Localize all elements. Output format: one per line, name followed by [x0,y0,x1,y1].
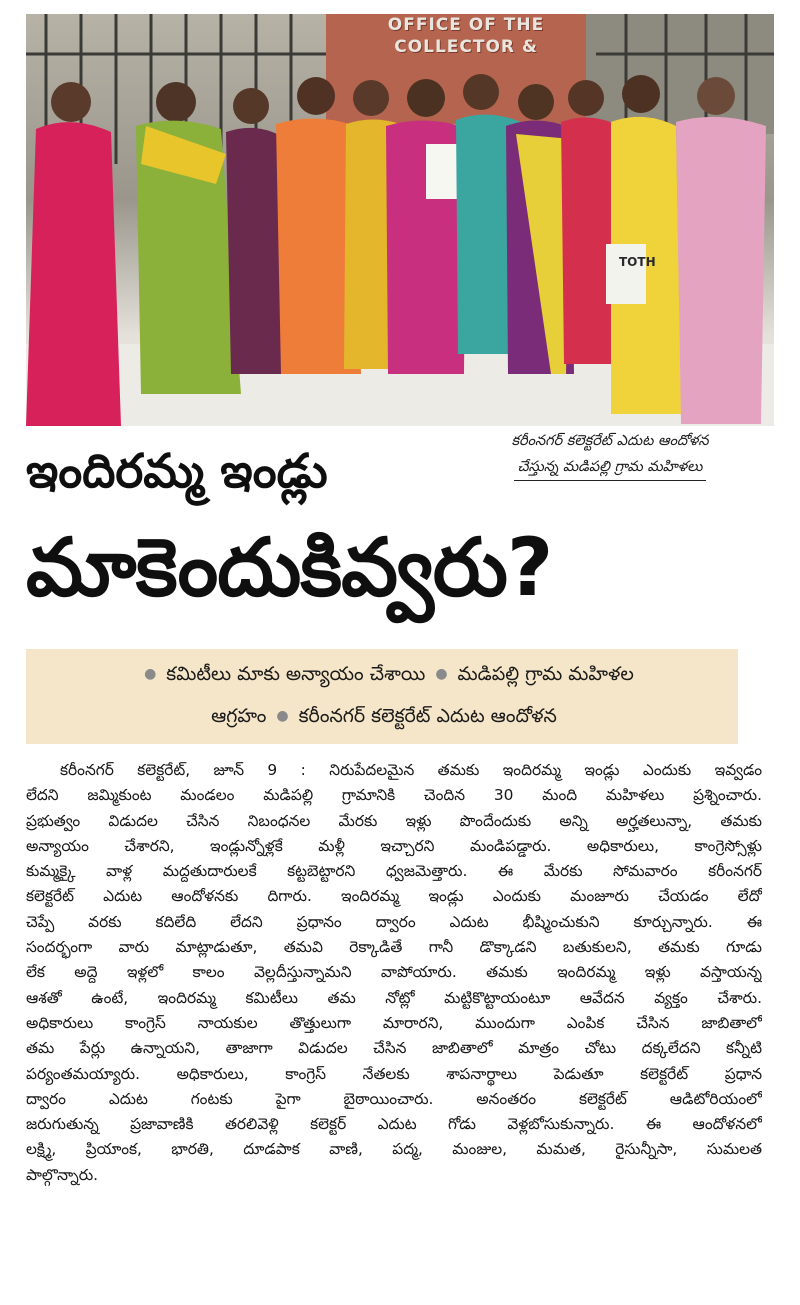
subhead-item-2b: ఆగ్రహం [211,705,267,727]
body-line: అన్యాయం చేశారని, ఇండ్లున్నోళ్లకే మళ్లీ ఇచ్చారని మండిపడ్డారు. అధికారులు, కాంగ్రెస్సోళ్లు [26,836,762,855]
office-signboard [366,14,566,82]
article-body [26,758,762,1298]
subheadline-box [26,649,738,744]
bullet-icon: ● [435,666,448,682]
body-line: జరుగుతున్న ప్రజావాణికి తరలివెళ్లి కలెక్టర్ ఎదుట గోడు వెళ్లబోసుకున్నారు. ఈ ఆందోళనలో [26,1115,762,1134]
sign-line-2: COLLECTOR & [394,37,538,57]
body-line: పాల్గొన్నారు. [26,1165,99,1184]
woman-1 [26,82,121,426]
bullet-icon: ● [144,666,157,682]
body-line: కలెక్టరేట్ ఎదుట ఆందోళనకు దిగారు. ఇందిరమ్మ ఇండ్లు ఎందుకు మంజూరు చేయడం లేదో [26,887,762,906]
caption-line-2: చేస్తున్న మడిపల్లి గ్రామ మహిళలు [514,454,707,481]
bullet-icon: ● [276,708,289,724]
subhead-row-2 [40,695,728,737]
news-photo [26,14,774,426]
subhead-item-1: కమిటీలు మాకు అన్యాయం చేశాయి [166,663,426,685]
bag-label: TOTH [619,255,656,269]
woman-9 [561,80,618,364]
body-line: చెప్పే వరకు కదిలేది లేదని ప్రధానం ద్వారం ఎదుట భీష్మించుకుని కూర్చున్నారు. ఈ [26,912,762,931]
headline-line-2: మాకెందుకివ్వరు? [26,521,553,614]
body-line: కరీంనగర్ కలెక్టరేట్, జూన్ 9 : నిరుపేదలమైన తమకు ఇందిరమ్మ ఇండ్లు ఎందుకు ఇవ్వడం [60,761,762,779]
body-line: అధికారులు కాంగ్రెస్ నాయకుల తొత్తులుగా మారారని, ముందుగా ఎంపిక చేసిన జాబితాలో [26,1013,762,1032]
woman-2 [136,82,241,394]
body-line: లక్ష్మి, ప్రియాంక, భారతి, దూడపాక వాణి, పద్మ, మంజుల, మమత, రైసున్నీసా, సుమలత [26,1140,762,1159]
caption-line-1: కరీంనగర్ కలెక్టరేట్ ఎదుట ఆందోళన [511,433,709,449]
body-line: సందర్భంగా వారు మాట్లాడుతూ, తమవి రెక్కాడితే గానీ డొక్కాడని బతుకులని, తమకు గూడు [26,938,762,957]
photo-caption [448,428,772,481]
woman-11 [676,77,766,424]
sign-line-1: OFFICE OF THE [387,15,545,35]
body-line: ఆశతో ఉంటే, ఇందిరమ్మ కమిటీలు తమ నోట్లో మట్టికొట్టాయంటూ ఆవేదన వ్యక్తం చేశారు. [26,988,762,1007]
subhead-row-1 [40,653,728,695]
headline-line-1: ఇందిరమ్మ ఇండ్లు [26,444,328,499]
body-line: లేదని జమ్మికుంట మండలం మడిపల్లి గ్రామానికి చెందిన 30 మంది మహిళలు ప్రశ్నించారు. [26,786,762,805]
body-line: లేక అద్దె ఇళ్లలో కాలం వెల్లదీస్తున్నామని వాపోయారు. తమకు ఇందిరమ్మ ఇళ్లు వస్తాయన్న [26,963,762,982]
body-line: కుమ్మక్కై వాళ్ల మద్దతుదారులకే కట్టబెట్టారని ధ్వజమెత్తారు. ఈ మేరకు సోమవారం కరీంనగర్ [26,862,762,881]
body-line: పర్యంతమయ్యారు. అధికారులు, కాంగ్రెస్ నేతలకు శాపనార్థాలు పెడుతూ కలెక్టరేట్ ప్రధాన [26,1064,762,1083]
subhead-item-3: కరీంనగర్ కలెక్టరేట్ ఎదుట ఆందోళన [298,705,557,727]
body-line: ద్వారం ఎదుట గంటకు పైగా బైఠాయించారు. అనంతరం కలెక్టరేట్ ఆడిటోరియంలో [26,1089,762,1108]
subhead-item-2: మడిపల్లి గ్రామ మహిళల [457,663,634,685]
body-line: ప్రభుత్వం విడుదల చేసిన నిబంధనల మేరకు ఇళ్లు పొందేందుకు అన్ని అర్హతలున్నా, తమకు [26,811,762,830]
woman-10 [606,75,681,414]
body-line: తమ పేర్లు ఉన్నాయని, తాజాగా విడుదల చేసిన జాబితాలో మాత్రం చోటు దక్కలేదని కన్నీటి [26,1039,762,1058]
